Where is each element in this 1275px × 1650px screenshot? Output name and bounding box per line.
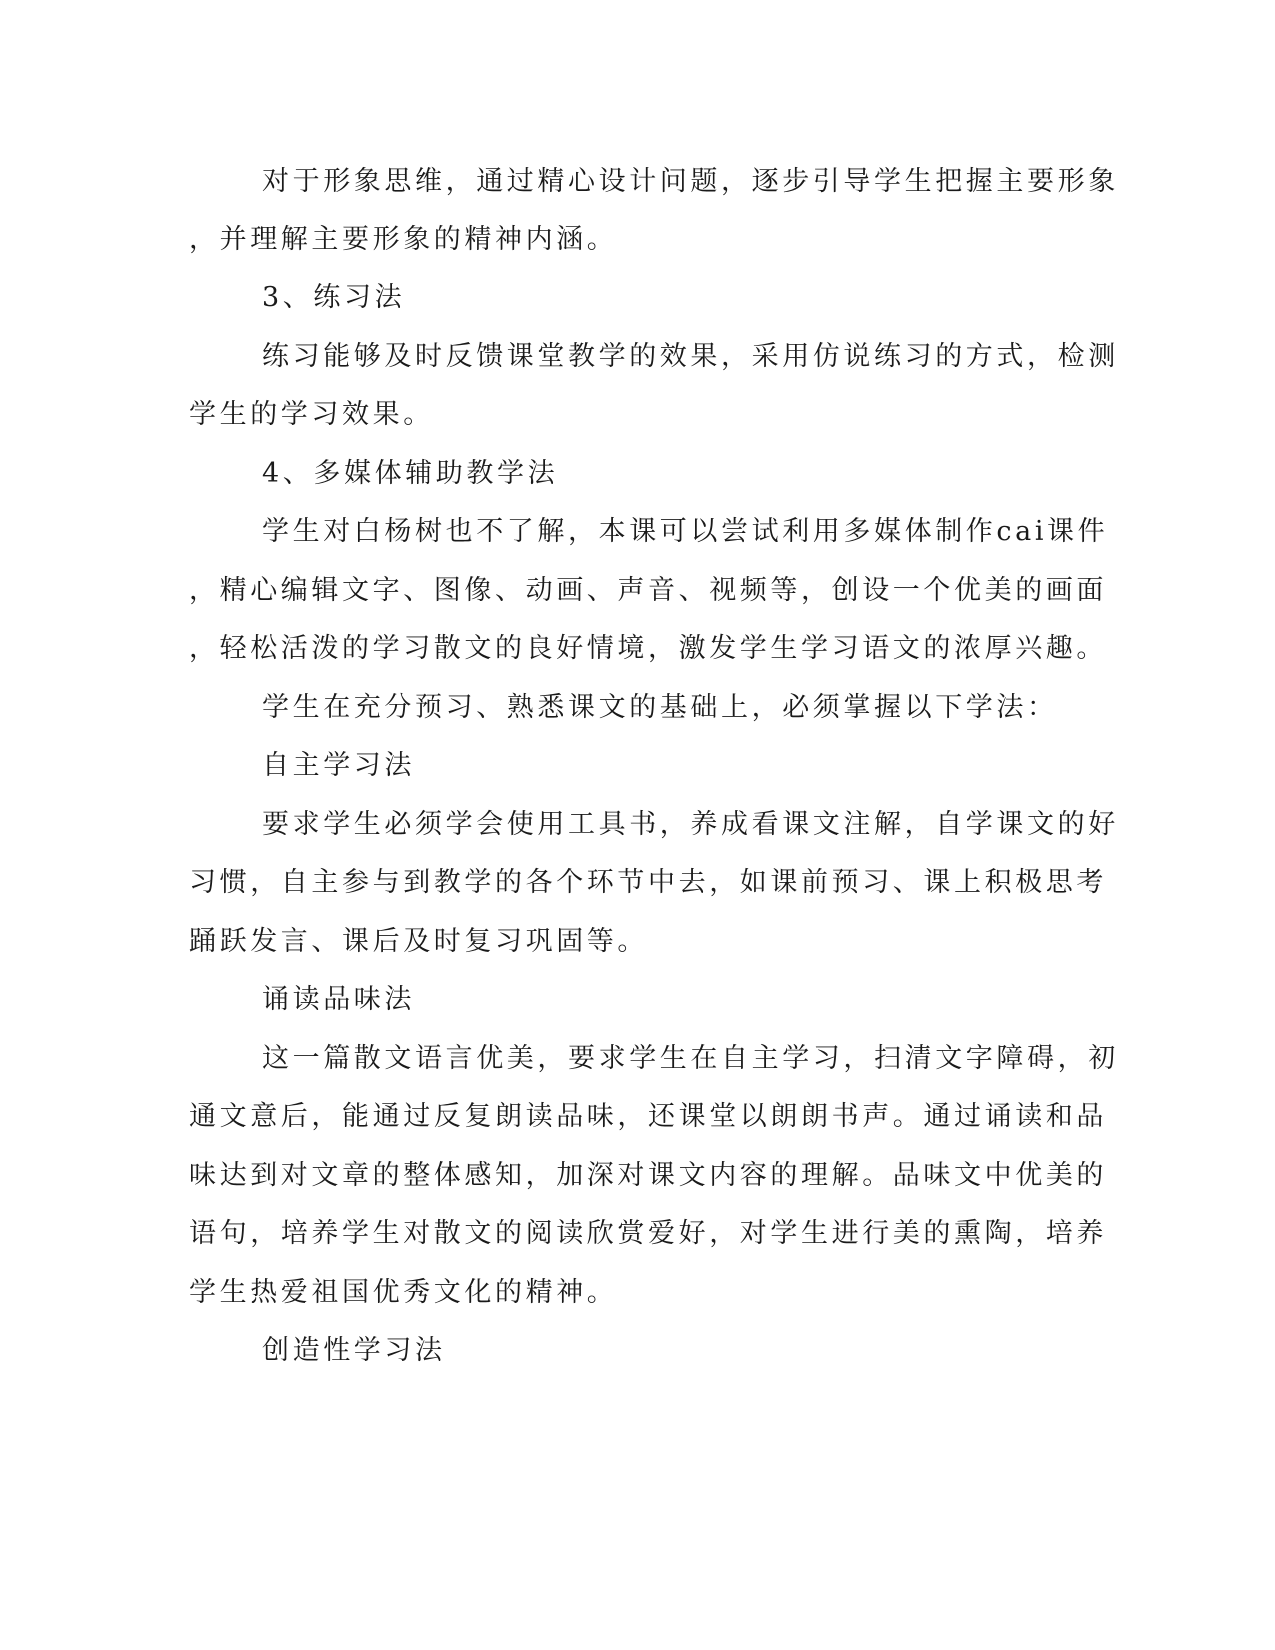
paragraph-line: 对于形象思维，通过精心设计问题，逐步引导学生把握主要形象 [262,166,1119,197]
paragraph-line: 习惯，自主参与到教学的各个环节中去，如课前预习、课上积极思考 [189,867,1107,898]
paragraph-line: ，轻松活泼的学习散文的良好情境，激发学生学习语文的浓厚兴趣。 [189,633,1107,664]
paragraph-line: 语句，培养学生对散文的阅读欣赏爱好，对学生进行美的熏陶，培养 [189,1218,1107,1249]
paragraph-line: 这一篇散文语言优美，要求学生在自主学习，扫清文字障碍，初 [262,1043,1119,1074]
paragraph-line: 学生对白杨树也不了解，本课可以尝试利用多媒体制作cai课件 [262,516,1109,547]
paragraph-line: 学生在充分预习、熟悉课文的基础上，必须掌握以下学法： [262,692,1058,723]
section-heading: 自主学习法 [262,750,415,781]
section-heading: 3、练习法 [262,282,406,313]
paragraph-line: 要求学生必须学会使用工具书，养成看课文注解，自学课文的好 [262,809,1119,840]
paragraph-line: 味达到对文章的整体感知，加深对课文内容的理解。品味文中优美的 [189,1160,1107,1191]
section-heading: 诵读品味法 [262,984,415,1015]
paragraph-line: ，并理解主要形象的精神内涵。 [189,224,618,255]
paragraph-line: 学生热爱祖国优秀文化的精神。 [189,1277,618,1308]
section-heading: 创造性学习法 [262,1335,446,1366]
paragraph-line: ，精心编辑文字、图像、动画、声音、视频等，创设一个优美的画面 [189,575,1107,606]
paragraph-line: 学生的学习效果。 [189,399,434,430]
section-heading: 4、多媒体辅助教学法 [262,458,559,489]
paragraph-line: 通文意后，能通过反复朗读品味，还课堂以朗朗书声。通过诵读和品 [189,1101,1107,1132]
paragraph-line: 练习能够及时反馈课堂教学的效果，采用仿说练习的方式，检测 [262,341,1119,372]
paragraph-line: 踊跃发言、课后及时复习巩固等。 [189,926,648,957]
